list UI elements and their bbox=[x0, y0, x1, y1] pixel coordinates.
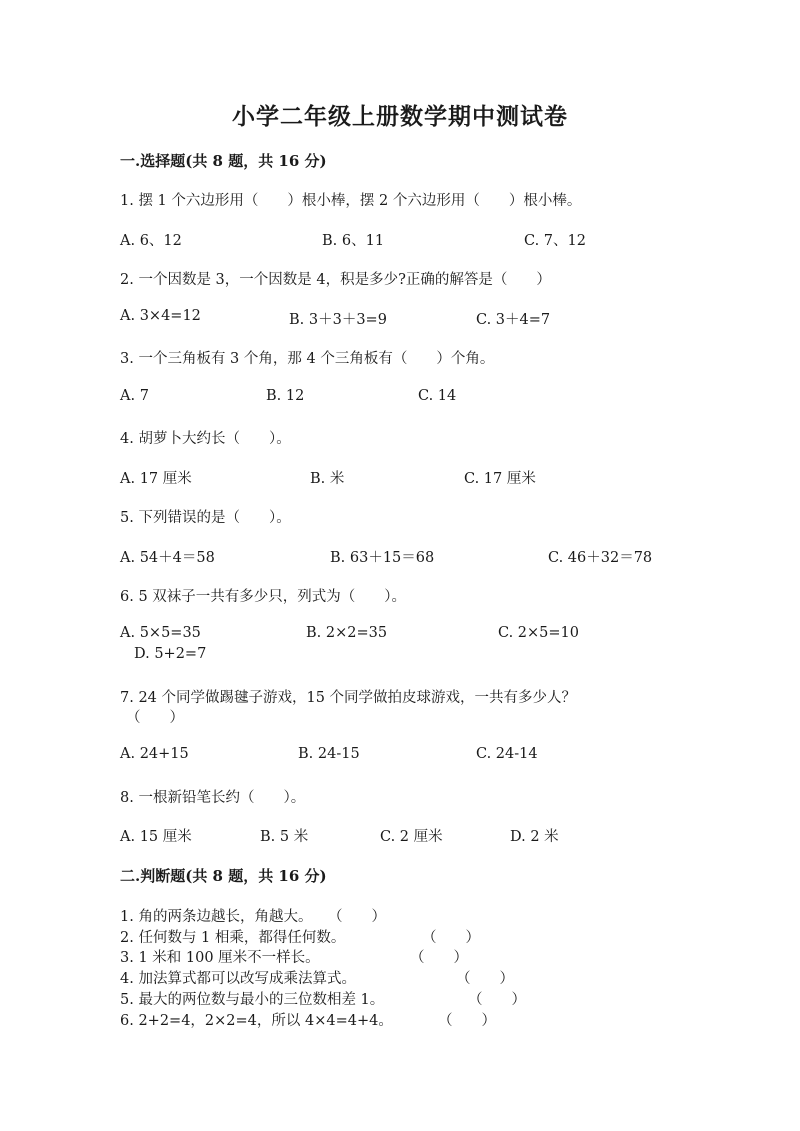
question-2: 2. 一个因数是 3，一个因数是 4，积是多少?正确的解答是（ ） bbox=[120, 272, 551, 288]
judgment-4: 4. 加法算式都可以改写成乘法算式。 bbox=[120, 971, 356, 987]
judgment-2-bracket: （ ） bbox=[422, 930, 480, 946]
q8-option-b: B. 5 米 bbox=[260, 829, 309, 845]
judgment-3: 3. 1 米和 100 厘米不一样长。 bbox=[120, 950, 320, 966]
question-5: 5. 下列错误的是（ ）。 bbox=[120, 510, 291, 526]
q7-option-b: B. 24-15 bbox=[298, 746, 360, 762]
judgment-6-bracket: （ ） bbox=[438, 1013, 496, 1029]
q6-option-c: C. 2×5=10 bbox=[498, 625, 579, 641]
q5-option-a: A. 54＋4＝58 bbox=[120, 550, 215, 566]
q3-option-b: B. 12 bbox=[266, 388, 305, 404]
section-heading-choice: 一.选择题(共 8 题，共 16 分) bbox=[120, 152, 327, 170]
section-heading-judgment: 二.判断题(共 8 题，共 16 分) bbox=[120, 867, 327, 885]
q1-option-a: A. 6、12 bbox=[120, 233, 182, 249]
q3-option-a: A. 7 bbox=[120, 388, 149, 404]
q1-option-b: B. 6、11 bbox=[322, 233, 385, 249]
q6-option-d: D. 5+2=7 bbox=[134, 646, 207, 662]
question-3: 3. 一个三角板有 3 个角，那 4 个三角板有（ ）个角。 bbox=[120, 351, 495, 367]
q5-option-c: C. 46＋32＝78 bbox=[548, 550, 653, 566]
q8-option-c: C. 2 厘米 bbox=[380, 829, 443, 845]
judgment-6: 6. 2+2=4，2×2=4，所以 4×4=4+4。 bbox=[120, 1013, 393, 1029]
q2-option-b: B. 3＋3＋3=9 bbox=[289, 312, 387, 328]
q6-option-b: B. 2×2=35 bbox=[306, 625, 388, 641]
judgment-5: 5. 最大的两位数与最小的三位数相差 1。 bbox=[120, 992, 385, 1008]
judgment-1: 1. 角的两条边越长，角越大。 bbox=[120, 909, 313, 925]
question-6: 6. 5 双袜子一共有多少只，列式为（ ）。 bbox=[120, 589, 407, 605]
judgment-3-bracket: （ ） bbox=[410, 950, 468, 966]
question-7: 7. 24 个同学做踢毽子游戏，15 个同学做拍皮球游戏，一共有多少人？ bbox=[120, 690, 577, 706]
q6-option-a: A. 5×5=35 bbox=[120, 625, 201, 641]
judgment-4-bracket: （ ） bbox=[456, 971, 514, 987]
q4-option-c: C. 17 厘米 bbox=[464, 471, 536, 487]
q5-option-b: B. 63＋15＝68 bbox=[330, 550, 435, 566]
question-8: 8. 一根新铅笔长约（ ）。 bbox=[120, 790, 306, 806]
judgment-1-bracket: （ ） bbox=[328, 909, 386, 925]
q4-option-a: A. 17 厘米 bbox=[120, 471, 192, 487]
q2-option-c: C. 3＋4=7 bbox=[476, 312, 551, 328]
q8-option-a: A. 15 厘米 bbox=[120, 829, 192, 845]
judgment-5-bracket: （ ） bbox=[468, 992, 526, 1008]
question-1: 1. 摆 1 个六边形用（ ）根小棒，摆 2 个六边形用（ ）根小棒。 bbox=[120, 193, 582, 209]
question-4: 4. 胡萝卜大约长（ ）。 bbox=[120, 431, 291, 447]
page-title: 小学二年级上册数学期中测试卷 bbox=[232, 103, 568, 130]
question-7-bracket: （ ） bbox=[126, 710, 184, 726]
q1-option-c: C. 7、12 bbox=[524, 233, 586, 249]
q2-option-a: A. 3×4=12 bbox=[120, 308, 201, 324]
q8-option-d: D. 2 米 bbox=[510, 829, 559, 845]
judgment-2: 2. 任何数与 1 相乘，都得任何数。 bbox=[120, 930, 346, 946]
q3-option-c: C. 14 bbox=[418, 388, 457, 404]
q7-option-c: C. 24-14 bbox=[476, 746, 538, 762]
q4-option-b: B. 米 bbox=[310, 471, 345, 487]
q7-option-a: A. 24+15 bbox=[120, 746, 189, 762]
